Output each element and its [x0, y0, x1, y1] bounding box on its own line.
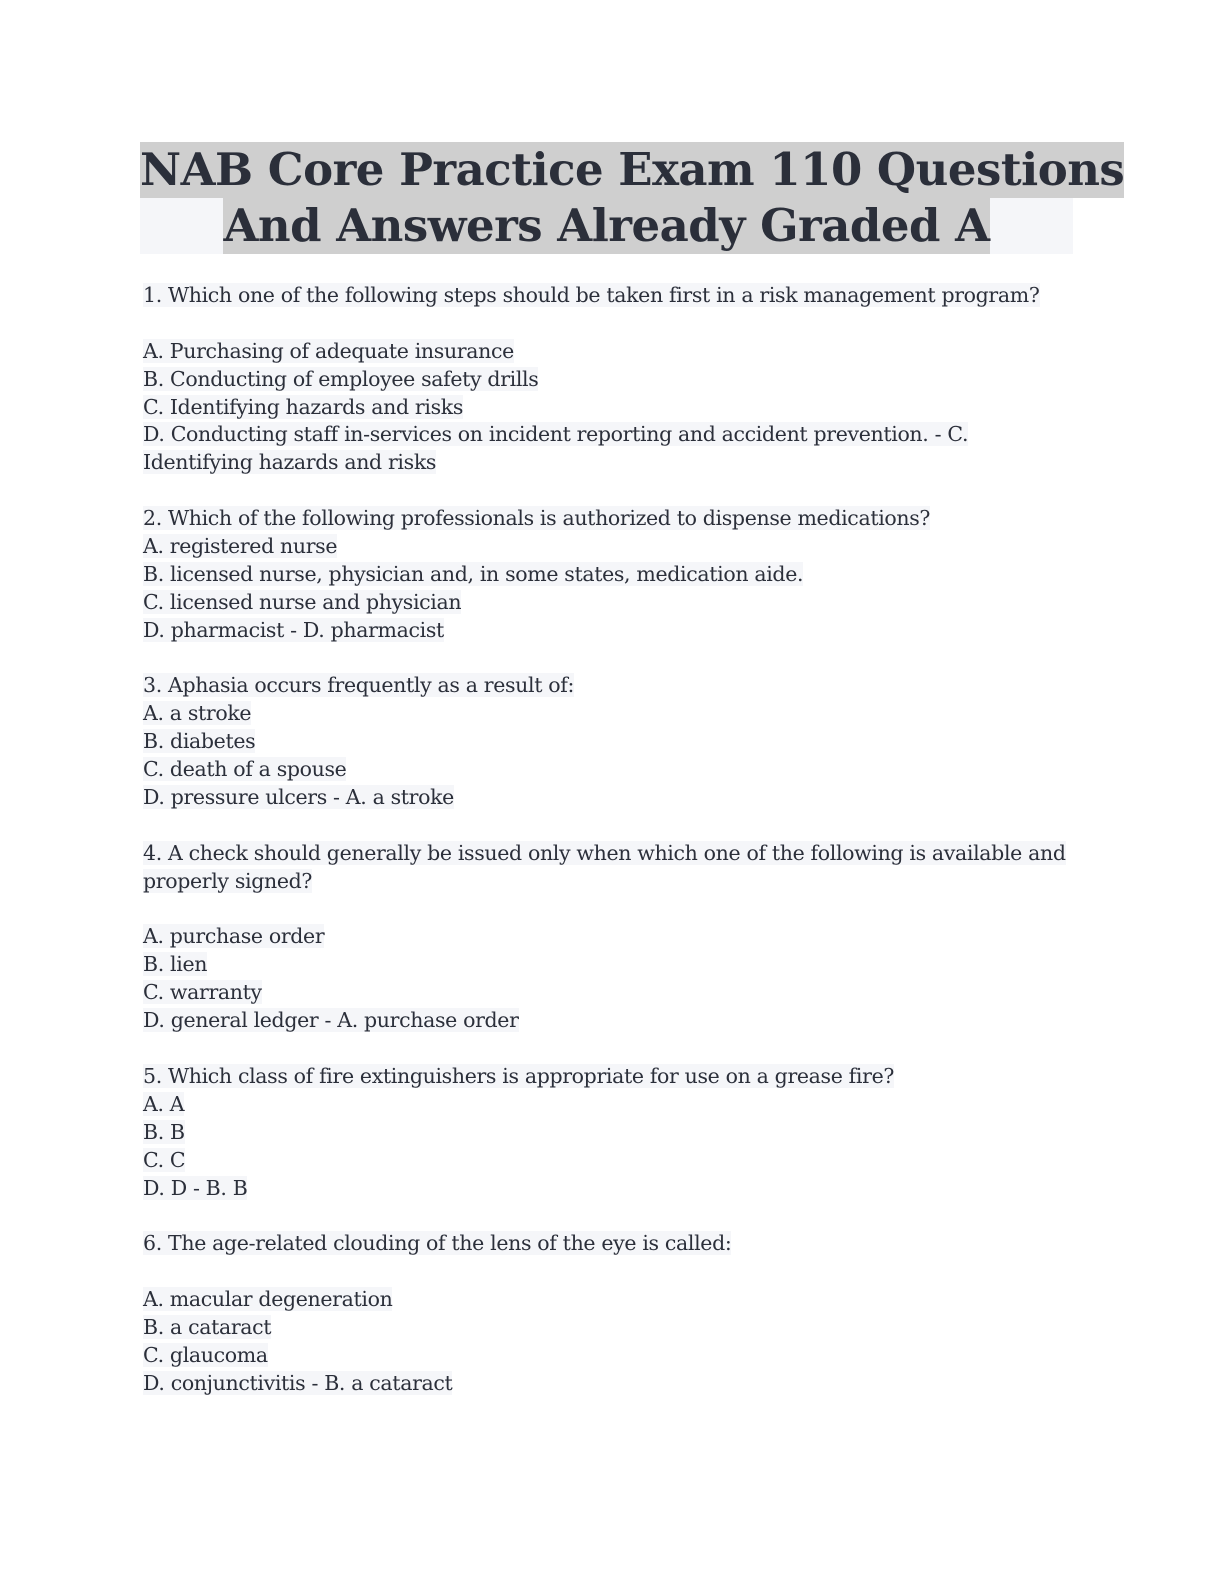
question-5	[143, 1063, 1078, 1202]
answer-option: B. a cataract	[143, 1314, 272, 1339]
document-title	[140, 142, 1125, 254]
question-stem: 4. A check should generally be issued only when which one of the following is available and	[143, 840, 1066, 865]
answer-option: A. macular degeneration	[143, 1287, 393, 1312]
question-stem: 5. Which class of fire extinguishers is appropriate for use on a grease fire?	[143, 1063, 894, 1088]
question-stem: 2. Which of the following professionals is authorized to dispense medications?	[143, 506, 931, 531]
question-3	[143, 672, 1078, 811]
title-line-2: And Answers Already Graded A	[223, 199, 990, 252]
answer-option: D. Conducting staff in-services on incident reporting and accident prevention. - C.	[143, 422, 969, 447]
answer-option: A. Purchasing of adequate insurance	[143, 338, 514, 363]
answer-option: A. a stroke	[143, 701, 252, 726]
question-stem: 3. Aphasia occurs frequently as a result of:	[143, 673, 575, 698]
answer-option: B. diabetes	[143, 729, 256, 754]
question-6	[143, 1230, 1078, 1397]
answer-option: C. Identifying hazards and risks	[143, 394, 463, 419]
answer-option: D. D - B. B	[143, 1175, 248, 1200]
question-stem: 1. Which one of the following steps should be taken first in a risk management program?	[143, 283, 1040, 307]
answer-option: B. B	[143, 1119, 185, 1144]
answer-option: C. death of a spouse	[143, 757, 347, 782]
question-list	[143, 282, 1078, 1398]
question-2	[143, 505, 1078, 644]
answer-option: A. registered nurse	[143, 534, 338, 559]
question-4	[143, 840, 1078, 1035]
question-stem-continued: properly signed?	[143, 868, 313, 893]
title-line-1: NAB Core Practice Exam 110 Questions	[140, 143, 1125, 196]
answer-option: B. licensed nurse, physician and, in some states, medication aide.	[143, 561, 804, 586]
answer-option-continued: Identifying hazards and risks	[143, 450, 437, 475]
answer-option: C. glaucoma	[143, 1342, 268, 1367]
answer-option: C. C	[143, 1147, 186, 1172]
answer-option: A. A	[143, 1091, 185, 1116]
question-stem: 6. The age-related clouding of the lens of the eye is called:	[143, 1231, 732, 1256]
answer-option: D. pressure ulcers - A. a stroke	[143, 785, 454, 810]
question-1	[143, 282, 1078, 477]
answer-option: D. pharmacist - D. pharmacist	[143, 617, 444, 642]
answer-option: A. purchase order	[143, 924, 325, 949]
answer-option: B. Conducting of employee safety drills	[143, 366, 539, 391]
answer-option: C. warranty	[143, 980, 262, 1005]
answer-option: D. conjunctivitis - B. a cataract	[143, 1370, 453, 1395]
answer-option: C. licensed nurse and physician	[143, 589, 462, 614]
answer-option: D. general ledger - A. purchase order	[143, 1008, 519, 1033]
answer-option: B. lien	[143, 952, 208, 977]
